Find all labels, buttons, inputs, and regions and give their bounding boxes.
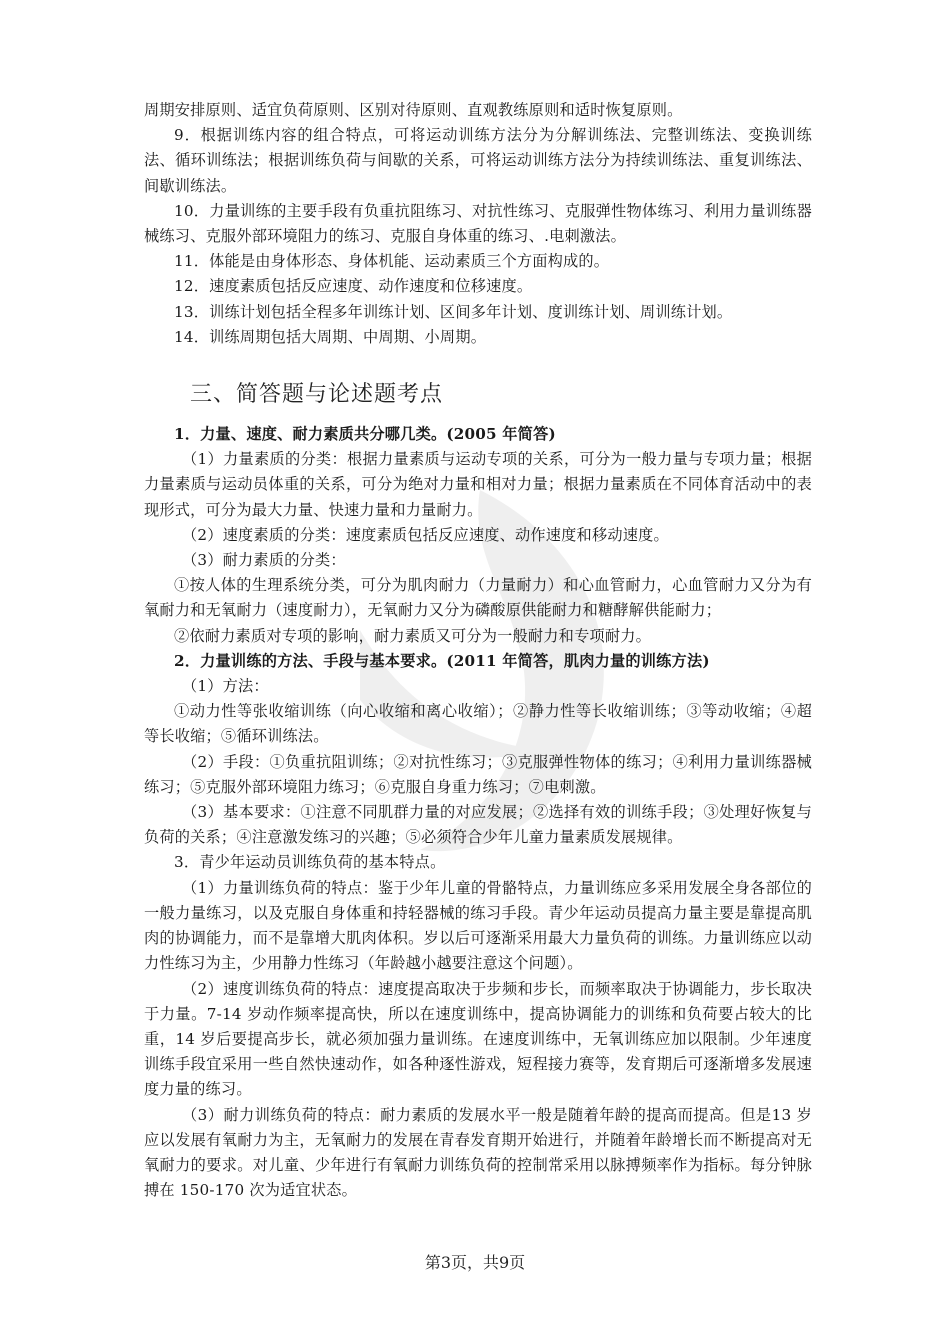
question-heading: 3．青少年运动员训练负荷的基本特点。 <box>174 853 446 872</box>
paragraph: （1）方法： <box>182 677 269 696</box>
question-heading: 1．力量、速度、耐力素质共分哪几类。(2005 年简答) <box>174 425 556 444</box>
paragraph: （2）速度训练负荷的特点：速度提高取决于步频和步长，而频率取决于协调能力，步长取决于力量。7-14 岁动作频率提高快，所以在速度训练中，提高协调能力的训练和负荷要占较大的比重，14 岁后要提高步长，就必须加强力量训练。在速度训练中，无氧训练应加以限制。少年速度训练手段宜采用一些自然快速动作，如各种逐性游戏，短程接力赛等，发育期后可逐渐增多发展速度力量的练习。 <box>144 979 812 1099</box>
paragraph: （3）基本要求：①注意不同肌群力量的对应发展；②选择有效的训练手段；③处理好恢复与负荷的关系；④注意激发练习的兴趣；⑤必须符合少年儿童力量素质发展规律。 <box>144 803 812 847</box>
list-item: 14．训练周期包括大周期、中周期、小周期。 <box>174 327 487 346</box>
list-item: 9．根据训练内容的组合特点，可将运动训练方法分为分解训练法、完整训练法、变换训练法、循环训练法；根据训练负荷与间歇的关系，可将运动训练方法分为持续训练法、重复训练法、间歇训练法。 <box>144 126 812 195</box>
paragraph: （1）力量训练负荷的特点：鉴于少年儿童的骨骼特点，力量训练应多采用发展全身各部位的一般力量练习，以及克服自身体重和持轻器械的练习手段。青少年运动员提高力量主要是靠提高肌肉的协调能力，而不是靠增大肌肉体积。岁以后可逐渐采用最大力量负荷的训练。力量训练应以动力性练习为主，少用静力性练习（年龄越小越要注意这个问题）。 <box>144 878 812 973</box>
paragraph: （2）速度素质的分类：速度素质包括反应速度、动作速度和移动速度。 <box>182 525 669 544</box>
list-item: 12．速度素质包括反应速度、动作速度和位移速度。 <box>174 277 533 296</box>
list-item: 11．体能是由身体形态、身体机能、运动素质三个方面构成的。 <box>174 252 610 271</box>
paragraph: ②依耐力素质对专项的影响，耐力素质又可分为一般耐力和专项耐力。 <box>174 626 652 645</box>
paragraph: （3）耐力素质的分类： <box>182 551 346 570</box>
paragraph: ①按人体的生理系统分类，可分为肌肉耐力（力量耐力）和心血管耐力，心血管耐力又分为有氧耐力和无氧耐力（速度耐力），无氧耐力又分为磷酸原供能耐力和糖酵解供能耐力； <box>144 576 812 620</box>
paragraph: （3）耐力训练负荷的特点：耐力素质的发展水平一般是随着年龄的提高而提高。但是13 岁应以发展有氧耐力为主，无氧耐力的发展在青春发育期开始进行，并随着年龄增长而不断提高对无氧耐力的要求。对儿童、少年进行有氧耐力训练负荷的控制常采用以脉搏频率作为指标。每分钟脉搏在 150-170 次为适宜状态。 <box>144 1105 812 1200</box>
list-item: 周期安排原则、适宜负荷原则、区别对待原则、直观教练原则和适时恢复原则。 <box>144 101 683 119</box>
paragraph: （1）力量素质的分类：根据力量素质与运动专项的关系，可分为一般力量与专项力量；根据力量素质与运动员体重的关系，可分为绝对力量和相对力量；根据力量素质在不同体育活动中的表现形式，可分为最大力量、快速力量和力量耐力。 <box>144 450 812 519</box>
page-content <box>144 98 812 1203</box>
question-heading: 2．力量训练的方法、手段与基本要求。(2011 年简答，肌肉力量的训练方法) <box>174 651 710 670</box>
section-title: 三、简答题与论述题考点 <box>190 382 444 408</box>
list-item: 10．力量训练的主要手段有负重抗阻练习、对抗性练习、克服弹性物体练习、利用力量训练器械练习、克服外部环境阻力的练习、克服自身体重的练习、.电刺激法。 <box>144 201 812 246</box>
paragraph: ①动力性等张收缩训练（向心收缩和离心收缩）；②静力性等长收缩训练；③等动收缩；④超等长收缩；⑤循环训练法。 <box>144 702 812 746</box>
paragraph: （2）手段：①负重抗阻训练；②对抗性练习；③克服弹性物体的练习；④利用力量训练器械练习；⑤克服外部环境阻力练习；⑥克服自身重力练习；⑦电刺激。 <box>144 752 812 796</box>
list-item: 13．训练计划包括全程多年训练计划、区间多年计划、度训练计划、周训练计划。 <box>174 302 733 321</box>
page-footer: 第3页，共9页 <box>424 1253 526 1272</box>
